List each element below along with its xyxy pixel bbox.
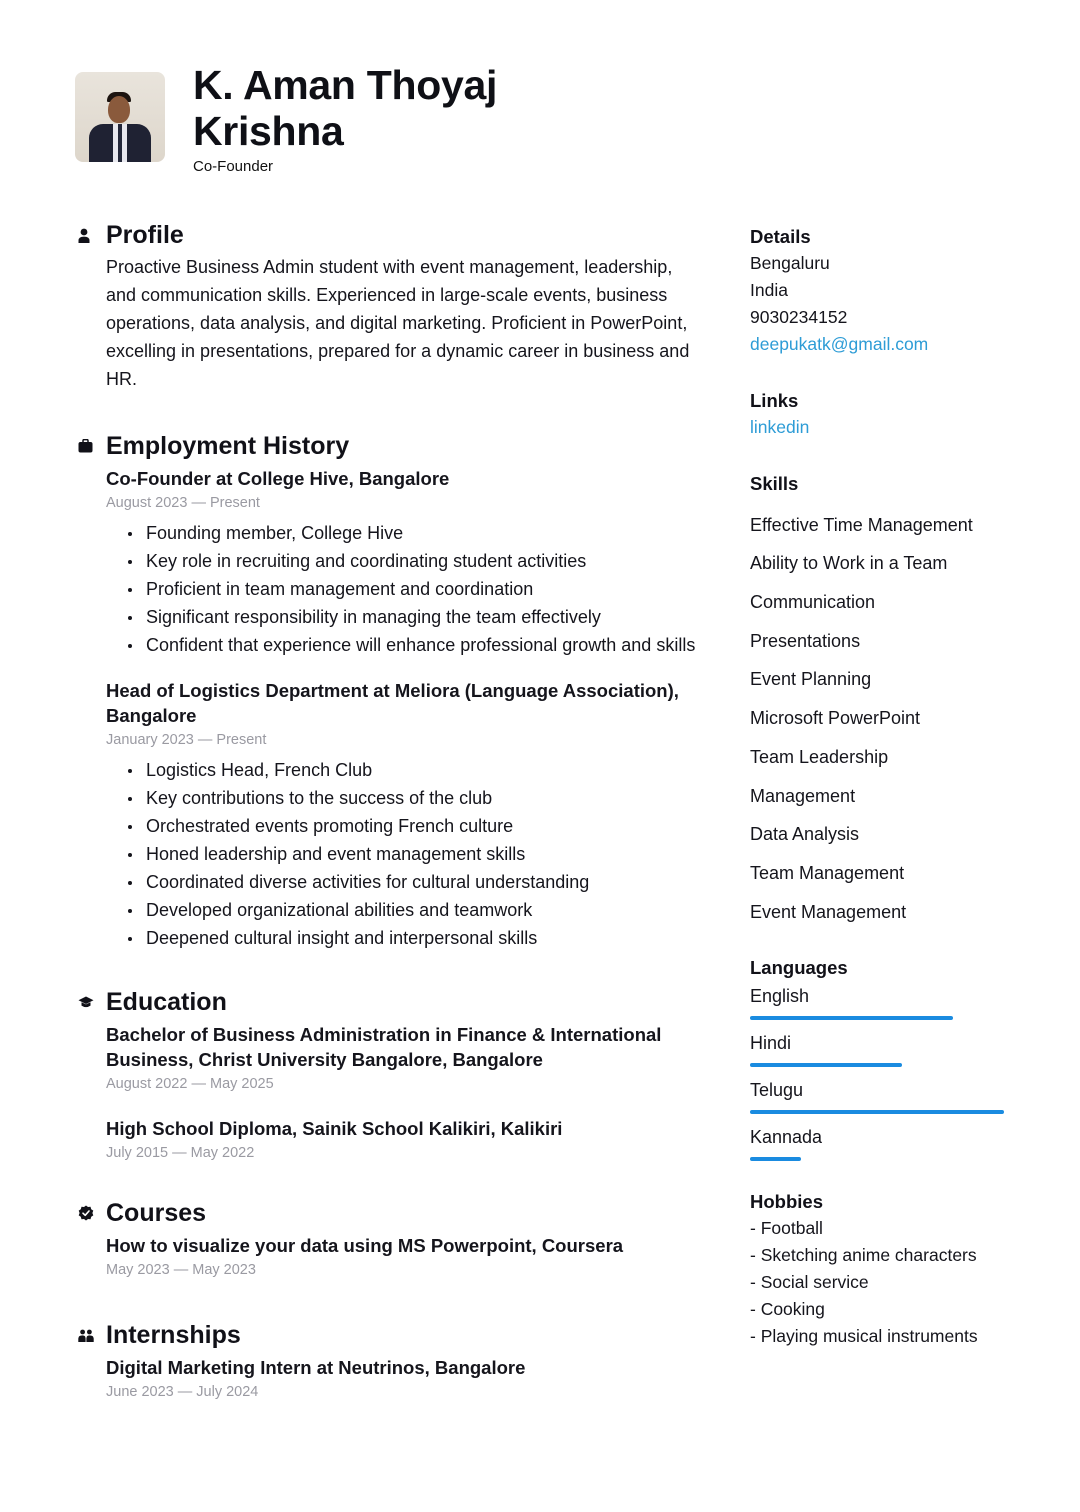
section-header <box>75 1318 705 1352</box>
education-section <box>75 985 705 1163</box>
language-name: Hindi <box>750 1032 792 1053</box>
bullet-item: Confident that experience will enhance professional growth and skills <box>128 631 705 659</box>
language-name: Telugu <box>750 1079 804 1100</box>
bullet-item: Orchestrated events promoting French culture <box>128 812 705 840</box>
section-title: Internships <box>106 1320 241 1349</box>
entry-title: Bachelor of Business Administration in Finance & International Business, Christ University Bangalore, Bangalore <box>106 1024 662 1070</box>
links-heading: Links <box>750 390 799 411</box>
skill-item: Event Planning <box>750 669 872 690</box>
name-line-2: Krishna <box>193 108 344 154</box>
bullet-item: Proficient in team management and coordination <box>128 575 705 603</box>
detail-phone: 9030234152 <box>750 307 848 327</box>
briefcase-icon <box>75 436 106 456</box>
employment-entry <box>106 466 705 659</box>
entry-date: June 2023 — July 2024 <box>106 1384 259 1400</box>
language-level-bar <box>750 1063 902 1067</box>
bullet-item: Developed organizational abilities and teamwork <box>128 896 705 924</box>
entry-date: January 2023 — Present <box>106 732 267 748</box>
linkedin-link[interactable]: linkedin <box>750 417 810 437</box>
entry-title: High School Diploma, Sainik School Kalikiri, Kalikiri <box>106 1118 563 1139</box>
entry-date: July 2015 — May 2022 <box>106 1145 255 1161</box>
employment-entry <box>106 678 705 952</box>
skill-item: Management <box>750 785 856 806</box>
section-title: Employment History <box>106 431 350 460</box>
links-section <box>750 388 1040 441</box>
person-icon <box>75 225 106 245</box>
skills-heading: Skills <box>750 473 799 494</box>
education-entry <box>106 1116 705 1163</box>
language-name: Kannada <box>750 1126 823 1147</box>
profile-summary: Proactive Business Admin student with event management, leadership, and communication skills. Experienced in large-scale events, business operations, data analysis, and digital marketing. Proficient in PowerPoint, excelling in presentations, prepared for a dynamic career in business and HR. <box>106 257 690 389</box>
education-entry <box>106 1022 705 1094</box>
internships-section <box>75 1318 705 1402</box>
entry-date: August 2022 — May 2025 <box>106 1076 274 1092</box>
hobbies-section <box>750 1189 1040 1351</box>
bullet-item: Logistics Head, French Club <box>128 756 705 784</box>
bullet-item: Founding member, College Hive <box>128 519 705 547</box>
hobby-item: - Football <box>750 1217 823 1238</box>
entry-title: How to visualize your data using MS Powerpoint, Coursera <box>106 1235 624 1256</box>
photo-head <box>108 96 130 123</box>
skill-item: Communication <box>750 592 876 613</box>
sidebar-column <box>750 224 1040 1351</box>
skill-item: Ability to Work in a Team <box>750 553 948 574</box>
section-title: Education <box>106 987 227 1016</box>
detail-country: India <box>750 280 788 300</box>
photo-shirt <box>113 124 127 162</box>
profile-section <box>75 218 705 393</box>
internship-entry <box>106 1355 705 1402</box>
graduation-cap-icon <box>75 992 106 1012</box>
people-icon <box>75 1325 106 1345</box>
languages-heading: Languages <box>750 956 848 978</box>
language-level-bar <box>750 1016 953 1020</box>
bullet-item: Deepened cultural insight and interpersonal skills <box>128 924 705 952</box>
entry-title: Co-Founder at College Hive, Bangalore <box>106 468 450 489</box>
hobby-item: - Social service <box>750 1271 869 1292</box>
hobby-item: - Playing musical instruments <box>750 1326 978 1347</box>
bullet-item: Coordinated diverse activities for cultural understanding <box>128 868 705 896</box>
languages-section <box>750 955 1040 1161</box>
skill-item: Microsoft PowerPoint <box>750 708 921 729</box>
entry-title: Digital Marketing Intern at Neutrinos, Bangalore <box>106 1357 526 1378</box>
entry-date: May 2023 — May 2023 <box>106 1262 256 1278</box>
resume-header <box>75 62 533 175</box>
course-entry <box>106 1233 705 1280</box>
bullet-item: Honed leadership and event management skills <box>128 840 705 868</box>
bullet-item: Significant responsibility in managing the team effectively <box>128 603 705 631</box>
language-level-bar <box>750 1110 1004 1114</box>
hobby-item: - Cooking <box>750 1299 825 1320</box>
section-title: Profile <box>106 220 184 249</box>
entry-bullets <box>128 756 705 952</box>
section-header <box>75 1196 705 1230</box>
main-column <box>75 218 705 1402</box>
bullet-item: Key contributions to the success of the club <box>128 784 705 812</box>
entry-date: August 2023 — Present <box>106 495 260 511</box>
details-heading: Details <box>750 226 811 247</box>
section-title: Courses <box>106 1198 207 1227</box>
hobbies-heading: Hobbies <box>750 1190 823 1212</box>
name-line-1: K. Aman Thoyaj <box>193 62 498 108</box>
skill-item: Data Analysis <box>750 824 860 845</box>
language-level-bar <box>750 1157 801 1161</box>
employment-section <box>75 429 705 952</box>
section-header <box>75 985 705 1019</box>
verified-badge-icon <box>75 1203 106 1223</box>
bullet-item: Key role in recruiting and coordinating student activities <box>128 547 705 575</box>
candidate-name <box>193 62 533 154</box>
hobby-item: - Sketching anime characters <box>750 1244 977 1265</box>
skill-item: Effective Time Management <box>750 514 973 535</box>
detail-city: Bengaluru <box>750 253 830 273</box>
email-link[interactable]: deepukatk@gmail.com <box>750 334 929 354</box>
language-name: English <box>750 985 810 1006</box>
details-section <box>750 224 1040 358</box>
profile-photo <box>75 72 165 162</box>
courses-section <box>75 1196 705 1280</box>
skill-item: Team Management <box>750 862 905 883</box>
skill-item: Team Leadership <box>750 746 889 767</box>
entry-bullets <box>128 519 705 659</box>
entry-title: Head of Logistics Department at Meliora (Language Association), Bangalore <box>106 680 679 726</box>
name-block <box>193 62 533 175</box>
skill-item: Event Management <box>750 901 907 922</box>
section-header <box>75 429 705 463</box>
skill-item: Presentations <box>750 630 861 651</box>
skills-section <box>750 471 1040 923</box>
section-header <box>75 218 705 252</box>
job-title: Co-Founder <box>193 158 274 175</box>
